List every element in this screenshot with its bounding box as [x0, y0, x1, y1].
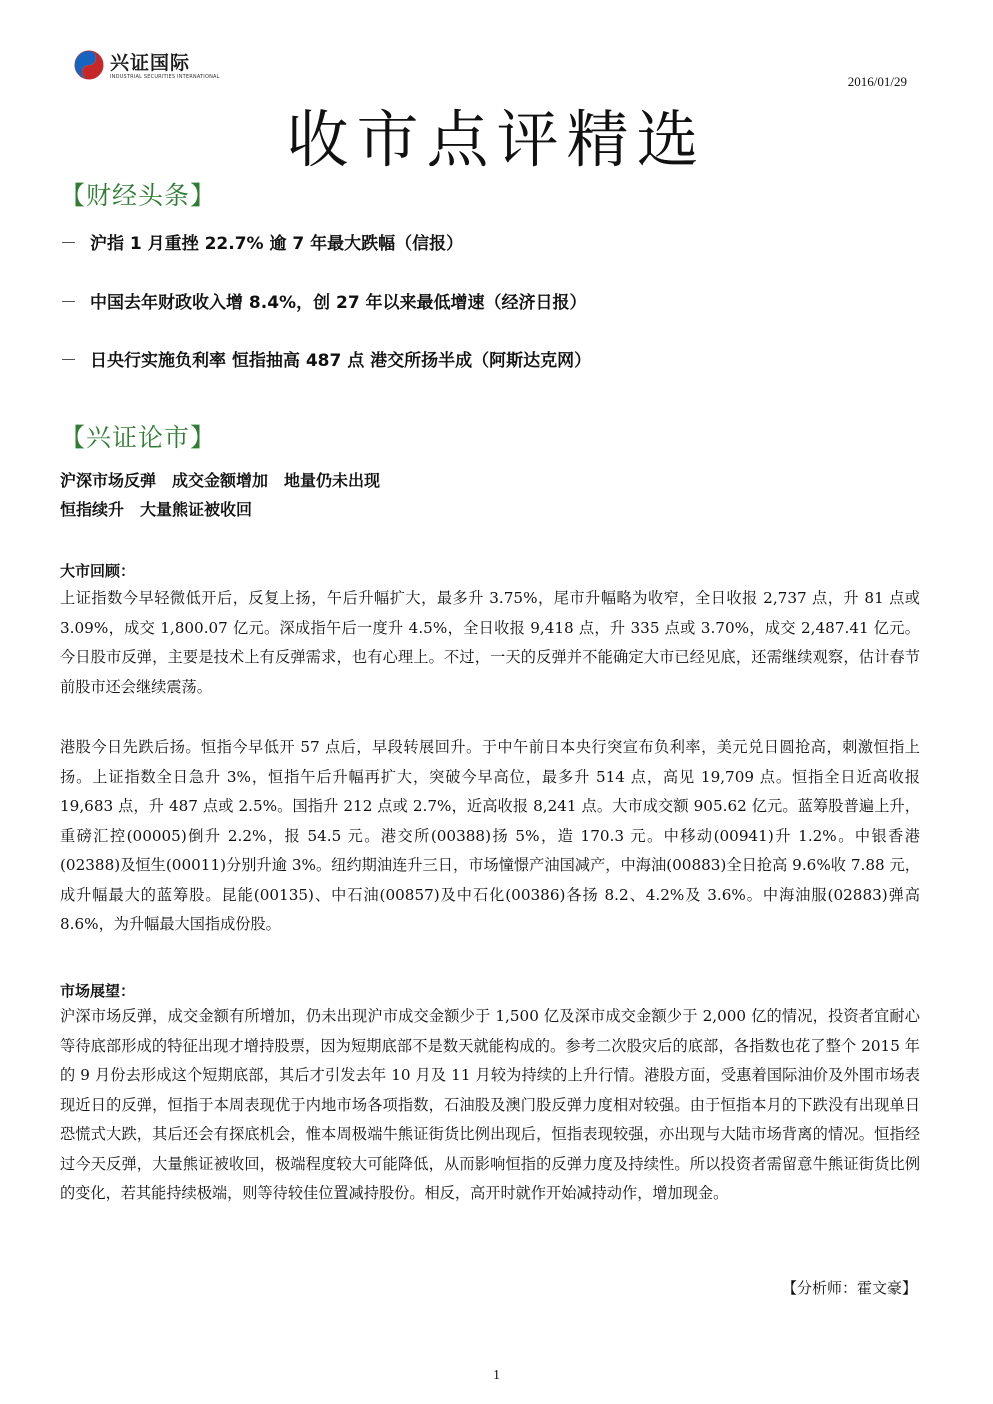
analyst-credit: 【分析师：霍文豪】 [781, 1279, 917, 1297]
outlook-paragraph: 沪深市场反弹，成交金额有所增加，仍未出现沪市成交金额少于 1,500 亿及深市成交金额少于 2,000 亿的情况，投资者宜耐心等待底部形成的特征出现才增持股票，因为短期底部不是数天就能构成的。参考二次股灾后的底部，各指数也花了整个 2015 年的 9 月份去形成这个短期底部，其后才引发去年 10 月及 11 月较为持续的上升行情。港股方面，受惠着国际油价及外围市场表现近日的反弹，恒指于本周表现优于内地市场各项指数，石油股及澳门股反弹力度相对较强。由于恒指本月的下跌没有出现单日恐慌式大跌，其后还会有探底机会，惟本周极端牛熊证街货比例出现后，恒指表现较强，亦出现与大陆市场背离的情况。恒指经过今天反弹，大量熊证被收回，极端程度较大可能降低，从而影响恒指的反弹力度及持续性。所以投资者需留意牛熊证街货比例的变化，若其能持续极端，则等待较佳位置减持股份。相反，高开时就作开始减持动作，增加现金。 [60, 1007, 920, 1202]
report-date: 2016/01/29 [847, 74, 907, 89]
headline-text: 中国去年财政收入增 8.4%，创 27 年以来最低增速（经济日报） [90, 293, 587, 313]
headline-text: 沪指 1 月重挫 22.7% 逾 7 年最大跌幅（信报） [90, 234, 464, 254]
company-logo [70, 44, 220, 88]
logo-emblem-icon [74, 50, 104, 80]
headline-item [60, 288, 587, 313]
section-heading-finance: 【财经头条】 [60, 181, 217, 210]
market-subheadline: 恒指续升 大量熊证被收回 [60, 500, 253, 519]
logo-subtitle: INDUSTRIAL SECURITIES INTERNATIONAL [110, 74, 220, 80]
bullet-dash: － [60, 293, 77, 313]
logo-name: 兴证国际 [110, 52, 191, 74]
market-subheadline: 沪深市场反弹 成交金额增加 地量仍未出现 [60, 471, 381, 490]
review-paragraph: 上证指数今早轻微低开后，反复上扬，午后升幅扩大，最多升 3.75%，尾市升幅略为收窄，全日收报 2,737 点，升 81 点或 3.09%，成交 1,800.07 亿元。深成指午后一度升 4.5%，全日收报 9,418 点，升 335 点或 3.70%，成交 2,487.41 亿元。今日股市反弹，主要是技术上有反弹需求，也有心理上。不过，一天的反弹并不能确定大市已经见底，还需继续观察，估计春节前股市还会继续震荡。 [60, 589, 920, 696]
section-heading-market: 【兴证论市】 [60, 423, 217, 452]
review-paragraph: 港股今日先跌后扬。恒指今早低开 57 点后，早段转展回升。于中午前日本央行突宣布负利率，美元兑日圆抢高，刺激恒指上扬。上证指数全日急升 3%，恒指午后升幅再扩大，突破今早高位，最多升 514 点，高见 19,709 点。恒指全日近高收报 19,683 点，升 487 点或 2.5%。国指升 212 点或 2.7%，近高收报 8,241 点。大市成交额 905.62 亿元。蓝筹股普遍上升，重磅汇控(00005)倒升 2.2%，报 54.5 元。港交所(00388)扬 5%，造 170.3 元。中移动(00941)升 1.2%。中银香港(02388)及恒生(00011)分别升逾 3%。纽约期油连升三日，市场憧憬产油国减产，中海油(00883)全日抢高 9.6%收 7.88 元，成升幅最大的蓝筹股。昆能(00135)、中石油(00857)及中石化(00386)各扬 8.2、4.2%及 3.6%。中海油服(02883)弹高 8.6%，为升幅最大国指成份股。 [60, 738, 920, 933]
bullet-dash: － [60, 351, 77, 371]
headline-text: 日央行实施负利率 恒指抽高 487 点 港交所扬半成（阿斯达克网） [90, 351, 592, 371]
headline-item [60, 229, 463, 254]
headline-item [60, 346, 591, 371]
page-title: 收市点评精选 [286, 103, 707, 176]
outlook-label: 市场展望： [60, 982, 136, 1000]
page-number: 1 [493, 1368, 500, 1383]
review-label: 大市回顾： [60, 562, 136, 580]
bullet-dash: － [60, 234, 77, 254]
